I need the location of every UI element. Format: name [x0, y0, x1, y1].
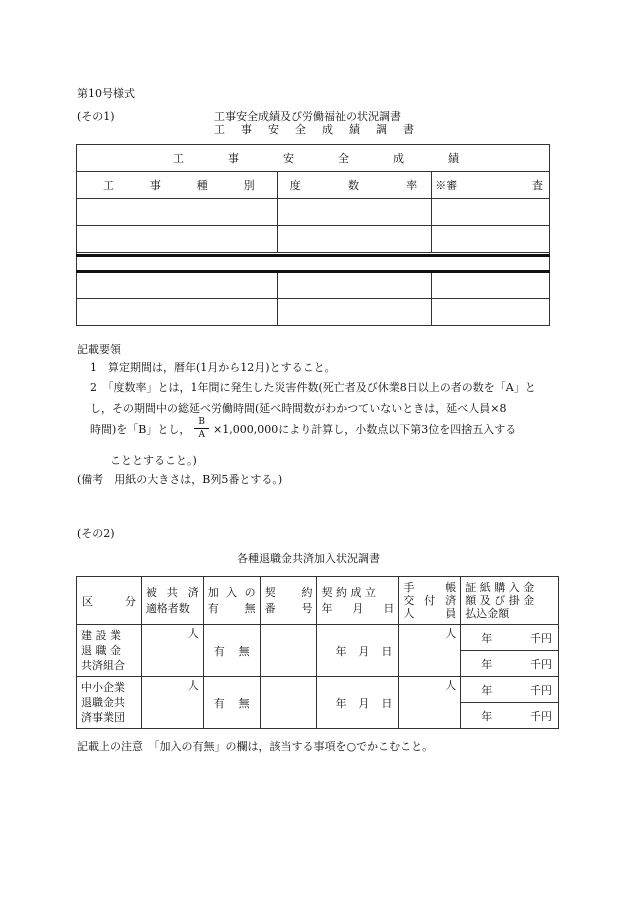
- remarks: (備考 用紙の大きさは，B列5番とする。): [77, 473, 283, 486]
- audit-cell[interactable]: [432, 199, 550, 226]
- part1-subtitle: 工 事 安 全 成 績 調 書: [214, 123, 414, 136]
- table-row: [77, 272, 550, 299]
- notes-title: 記載要領: [77, 343, 121, 356]
- joined-cell[interactable]: 有 無: [203, 677, 260, 729]
- table-column-header-row: [77, 172, 550, 199]
- amount-cell[interactable]: 年 千円: [461, 703, 559, 729]
- insured-count-cell[interactable]: 人: [141, 677, 203, 729]
- header-joined: 加 入 の 有 無: [203, 577, 260, 625]
- handbook-count-cell[interactable]: 人: [399, 625, 461, 677]
- part1-title: 工事安全成績及び労働福祉の状況調書: [214, 110, 401, 123]
- work-kind-cell[interactable]: [77, 199, 278, 226]
- col-work-kind: 工 事 種 別: [77, 172, 278, 199]
- note-item-2-line3: 時間)を「B」とし， $\frac{B}{A}$ ×1,000,000により計算し，小数点以下第3位を四捨五入する: [90, 417, 517, 440]
- insured-count-cell[interactable]: 人: [141, 625, 203, 677]
- note-item-2-line1: 2 「度数率」とは，1年間に発生した災害件数(死亡者及び休業8日以上の者の数を「A」と: [90, 381, 536, 394]
- table-header-row: [77, 577, 559, 625]
- handbook-count-cell[interactable]: 人: [399, 677, 461, 729]
- audit-cell[interactable]: [432, 299, 550, 326]
- part2-footnote: 記載上の注意 「加入の有無」の欄は，該当する事項を○でかこむこと。: [77, 740, 434, 753]
- amount-cell[interactable]: 年 千円: [461, 651, 559, 677]
- fraction-b-over-a: $\frac{B}{A}$: [194, 416, 209, 441]
- table-row: [77, 226, 550, 253]
- part2-title: 各種退職金共済加入状況調書: [237, 552, 380, 565]
- table-row: [77, 677, 559, 703]
- contract-number-cell[interactable]: [260, 677, 317, 729]
- note-item-2-line4: こととすること。): [110, 454, 197, 467]
- note-item-1: 1 算定期間は，暦年(1月から12月)とすること。: [90, 361, 336, 374]
- thick-divider-top: [76, 254, 550, 257]
- header-insured: 被 共 済 適格者数: [141, 577, 203, 625]
- safety-record-table: [76, 144, 550, 326]
- col-frequency-rate: 度 数 率: [277, 172, 432, 199]
- work-kind-cell[interactable]: [77, 226, 278, 253]
- work-kind-cell[interactable]: [77, 299, 278, 326]
- header-contract-date: 契 約 成 立 年 月 日: [317, 577, 399, 625]
- table-row: [77, 199, 550, 226]
- note-item-2-line2: し，その期間中の総延べ労働時間(延べ時間数がわかつていないときは，延べ人員×8: [90, 402, 507, 415]
- category-construction: 建 設 業 退 職 金 共済組合: [77, 625, 142, 677]
- header-stamp-amount: 証 紙 購 入 金 額 及 び 掛 金 払込金額: [461, 577, 559, 625]
- contract-date-cell[interactable]: 年 月 日: [317, 677, 399, 729]
- form-number: 第10号様式: [77, 87, 135, 100]
- table-row: [77, 625, 559, 651]
- part1-label: (その1): [77, 110, 115, 123]
- work-kind-cell[interactable]: [77, 272, 278, 299]
- audit-cell[interactable]: [432, 226, 550, 253]
- table-row: [77, 299, 550, 326]
- table-header-row: [77, 145, 550, 172]
- amount-cell[interactable]: 年 千円: [461, 625, 559, 651]
- rate-cell[interactable]: [277, 272, 432, 299]
- category-small-business: 中小企業 退職金共 済事業団: [77, 677, 142, 729]
- header-handbook: 手 帳 交 付 済 人 員: [399, 577, 461, 625]
- joined-cell[interactable]: 有 無: [203, 625, 260, 677]
- rate-cell[interactable]: [277, 199, 432, 226]
- header-contract-number: 契 約 番 号: [260, 577, 317, 625]
- retirement-fund-table: [76, 576, 559, 729]
- thick-divider-bottom: [76, 270, 550, 273]
- part2-label: (その2): [77, 527, 115, 540]
- amount-cell[interactable]: 年 千円: [461, 677, 559, 703]
- col-audit: ※審 査: [432, 172, 550, 199]
- rate-cell[interactable]: [277, 226, 432, 253]
- header-category: 区 分: [77, 577, 142, 625]
- rate-cell[interactable]: [277, 299, 432, 326]
- contract-number-cell[interactable]: [260, 625, 317, 677]
- audit-cell[interactable]: [432, 272, 550, 299]
- contract-date-cell[interactable]: 年 月 日: [317, 625, 399, 677]
- safety-record-header: 工 事 安 全 成 績: [77, 145, 550, 172]
